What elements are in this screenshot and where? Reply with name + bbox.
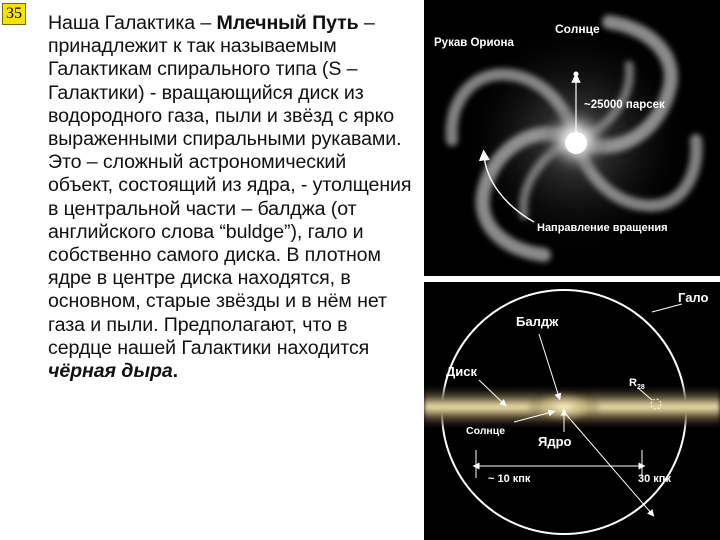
rotation-direction-label: Направление вращения [537,222,668,234]
halo-label: Гало [678,290,709,305]
text-period: . [172,360,178,383]
bulge-label: Балдж [516,314,559,329]
distance-label: ~25000 парсек [584,99,665,111]
milky-way-term: Млечный Путь [216,12,359,34]
thirty-kpc-label: 30 кпк [638,473,671,485]
spiral-galaxy-illustration [424,0,720,276]
sun-label: Солнце [555,22,600,36]
slide-number-badge: 35 [2,3,26,25]
black-hole-term: чёрная дыра [48,360,173,383]
edge-on-galaxy-diagram [424,282,720,540]
text-main: – принадлежит к так называемым Галактикам спирального типа (S – Галактики) - вращающийся диск из водородного газа, пыли и звёзд с ярко выраженными спиральными рукавами. Это – сложный астрономический объект, состоящий из ядра, - утолщения в центральной части – балджа (от английского слова “buldge”), гало и собственно самого диска. В плотном ядре в центре диска находятся, в основном, старые звёзды и в нём нет газа и пыли. Предполагают, что в сердце нашей Галактики находится [48,12,412,359]
spiral-galaxy-image [424,0,720,276]
orion-arm-label: Рукав Ориона [434,37,514,49]
sun-label-edge: Солнце [466,425,506,437]
text-intro: Наша Галактика – [48,12,217,34]
body-text [48,12,413,383]
edge-on-galaxy-image [424,282,720,540]
core-label: Ядро [538,434,572,449]
r-subscript: 28 [636,384,645,391]
sun-marker [574,72,579,77]
ten-kpc-label: ~ 10 кпк [488,473,531,485]
galactic-core-bright [565,132,587,154]
disk-label: Диск [446,364,477,379]
r-letter: R [629,377,637,389]
